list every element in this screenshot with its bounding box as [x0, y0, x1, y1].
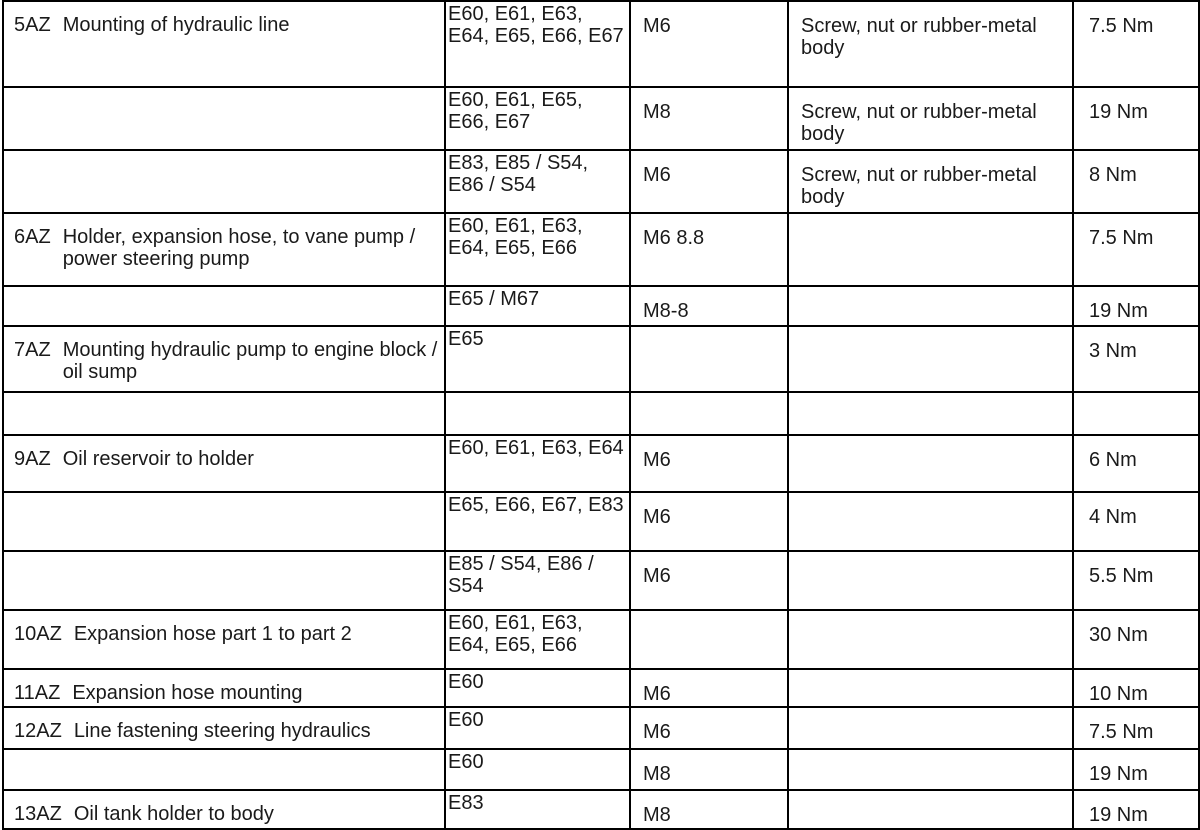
table-row — [3, 286, 1199, 326]
component-cell — [3, 610, 445, 669]
models-cell: E60, E61, E63, E64, E65, E66, E67 — [445, 1, 630, 87]
fastener-type-cell — [788, 213, 1073, 286]
torque-cell: 8 Nm — [1073, 150, 1199, 213]
table-row — [3, 610, 1199, 669]
table-row — [3, 707, 1199, 749]
models-cell: E60, E61, E65, E66, E67 — [445, 87, 630, 150]
torque-cell: 7.5 Nm — [1073, 213, 1199, 286]
item-description: Mounting hydraulic pump to engine block / oil sump — [62, 339, 438, 383]
fastener-type-cell — [788, 707, 1073, 749]
component-cell — [3, 749, 445, 790]
table-row — [3, 392, 1199, 435]
component-cell — [3, 669, 445, 707]
fastener-type-cell — [788, 392, 1073, 435]
table-row — [3, 492, 1199, 551]
models-cell: E60 — [445, 669, 630, 707]
models-cell: E85 / S54, E86 / S54 — [445, 551, 630, 610]
component-cell — [3, 435, 445, 492]
component-cell — [3, 1, 445, 87]
fastener-type-cell — [788, 790, 1073, 829]
table-row — [3, 435, 1199, 492]
table-row — [3, 213, 1199, 286]
thread-cell: M8-8 — [630, 286, 788, 326]
fastener-type-cell — [788, 610, 1073, 669]
thread-cell: M6 — [630, 669, 788, 707]
component-cell — [3, 707, 445, 749]
table-row — [3, 551, 1199, 610]
component-cell — [3, 790, 445, 829]
fastener-type-cell: Screw, nut or rubber-metal body — [788, 87, 1073, 150]
models-cell: E65, E66, E67, E83 — [445, 492, 630, 551]
component-cell — [3, 326, 445, 392]
item-code: 12AZ — [14, 720, 62, 742]
torque-cell: 19 Nm — [1073, 749, 1199, 790]
fastener-type-cell: Screw, nut or rubber-metal body — [788, 1, 1073, 87]
item-description: Mounting of hydraulic line — [62, 14, 290, 36]
item-code: 6AZ — [14, 226, 51, 248]
torque-cell: 4 Nm — [1073, 492, 1199, 551]
thread-cell: M8 — [630, 790, 788, 829]
torque-cell: 10 Nm — [1073, 669, 1199, 707]
table-row — [3, 150, 1199, 213]
models-cell: E60, E61, E63, E64, E65, E66 — [445, 213, 630, 286]
item-description: Oil tank holder to body — [73, 803, 274, 825]
models-cell: E83 — [445, 790, 630, 829]
item-code: 7AZ — [14, 339, 51, 361]
torque-cell: 6 Nm — [1073, 435, 1199, 492]
thread-cell — [630, 392, 788, 435]
fastener-type-cell — [788, 669, 1073, 707]
torque-cell: 7.5 Nm — [1073, 707, 1199, 749]
thread-cell: M6 — [630, 1, 788, 87]
thread-cell: M6 8.8 — [630, 213, 788, 286]
models-cell — [445, 392, 630, 435]
thread-cell: M6 — [630, 435, 788, 492]
torque-cell: 19 Nm — [1073, 286, 1199, 326]
thread-cell — [630, 326, 788, 392]
thread-cell: M6 — [630, 551, 788, 610]
component-cell — [3, 150, 445, 213]
item-code: 5AZ — [14, 14, 51, 36]
models-cell: E60 — [445, 749, 630, 790]
torque-cell: 19 Nm — [1073, 87, 1199, 150]
torque-cell: 7.5 Nm — [1073, 1, 1199, 87]
models-cell: E65 — [445, 326, 630, 392]
torque-cell: 5.5 Nm — [1073, 551, 1199, 610]
torque-spec-table — [2, 0, 1200, 830]
table-row — [3, 749, 1199, 790]
item-code: 10AZ — [14, 623, 62, 645]
thread-cell: M6 — [630, 492, 788, 551]
component-cell — [3, 213, 445, 286]
table-row — [3, 790, 1199, 829]
item-description: Expansion hose mounting — [72, 682, 303, 704]
fastener-type-cell — [788, 551, 1073, 610]
table-row — [3, 326, 1199, 392]
component-cell — [3, 392, 445, 435]
thread-cell: M8 — [630, 749, 788, 790]
torque-cell: 19 Nm — [1073, 790, 1199, 829]
component-cell — [3, 492, 445, 551]
item-code: 11AZ — [14, 682, 61, 704]
table-row — [3, 1, 1199, 87]
component-cell — [3, 87, 445, 150]
item-code: 13AZ — [14, 803, 62, 825]
models-cell: E83, E85 / S54, E86 / S54 — [445, 150, 630, 213]
fastener-type-cell — [788, 749, 1073, 790]
thread-cell: M6 — [630, 150, 788, 213]
torque-cell: 3 Nm — [1073, 326, 1199, 392]
models-cell: E65 / M67 — [445, 286, 630, 326]
item-description: Line fastening steering hydraulics — [73, 720, 371, 742]
torque-cell: 30 Nm — [1073, 610, 1199, 669]
thread-cell: M6 — [630, 707, 788, 749]
thread-cell — [630, 610, 788, 669]
thread-cell: M8 — [630, 87, 788, 150]
fastener-type-cell: Screw, nut or rubber-metal body — [788, 150, 1073, 213]
fastener-type-cell — [788, 286, 1073, 326]
models-cell: E60 — [445, 707, 630, 749]
fastener-type-cell — [788, 492, 1073, 551]
models-cell: E60, E61, E63, E64, E65, E66 — [445, 610, 630, 669]
table-row — [3, 669, 1199, 707]
fastener-type-cell — [788, 435, 1073, 492]
component-cell — [3, 286, 445, 326]
table-row — [3, 87, 1199, 150]
item-description: Holder, expansion hose, to vane pump / power steering pump — [62, 226, 416, 270]
fastener-type-cell — [788, 326, 1073, 392]
models-cell: E60, E61, E63, E64 — [445, 435, 630, 492]
torque-cell — [1073, 392, 1199, 435]
item-description: Expansion hose part 1 to part 2 — [73, 623, 352, 645]
component-cell — [3, 551, 445, 610]
item-description: Oil reservoir to holder — [62, 448, 254, 470]
item-code: 9AZ — [14, 448, 51, 470]
